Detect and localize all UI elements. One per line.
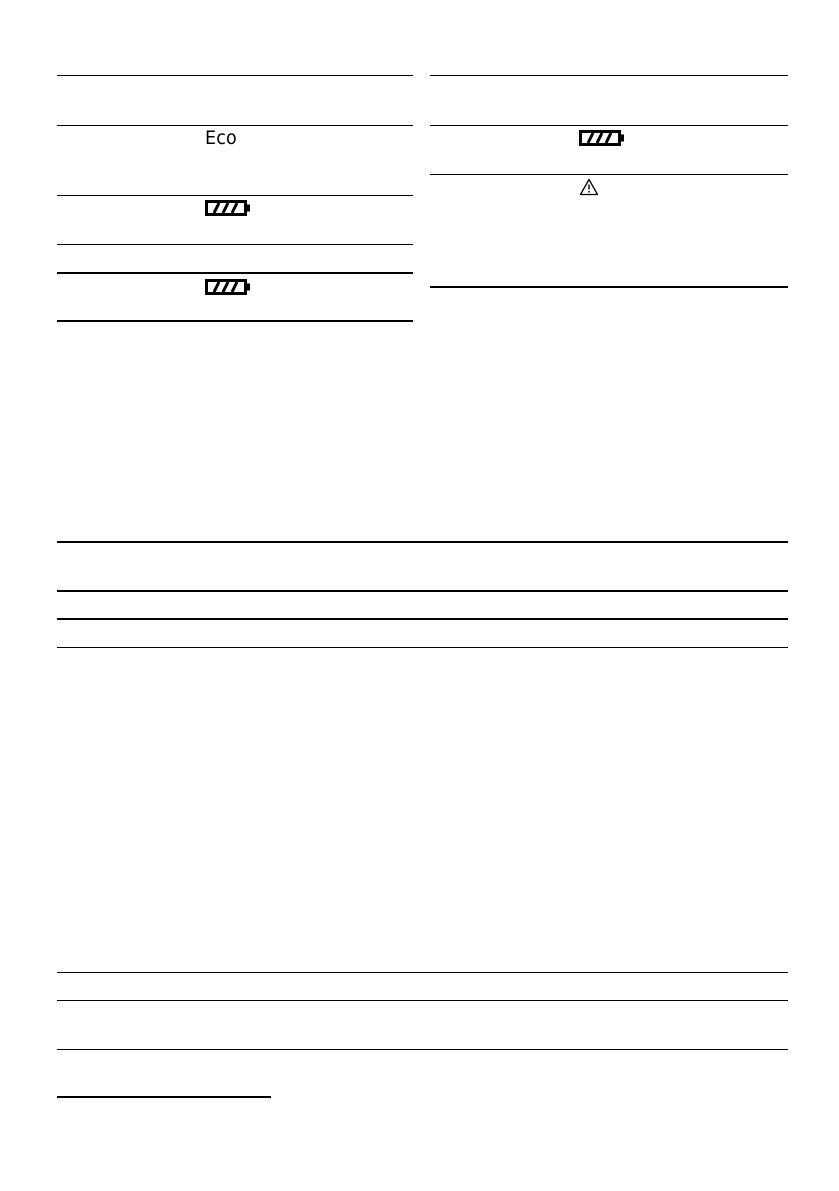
table-left-top-rule (57, 75, 413, 76)
table-bottom-top-rule (57, 972, 788, 973)
table-left-row-rule (57, 244, 413, 245)
table-middle-bottom-rule (57, 647, 788, 648)
table-left-row-rule (57, 125, 413, 126)
battery-full-icon (205, 200, 251, 216)
battery-full-icon (205, 279, 251, 295)
table-middle-row-rule (57, 618, 788, 620)
table-bottom-bottom-rule (57, 1049, 788, 1050)
table-right-row-rule (430, 174, 788, 175)
footnote-separator (57, 1096, 271, 1098)
battery-full-icon (579, 130, 625, 146)
table-left-bottom-rule (57, 320, 413, 322)
table-middle-top-rule (57, 541, 788, 543)
table-left-row-rule (57, 272, 413, 274)
table-left-row-rule (57, 195, 413, 196)
table-right-bottom-rule (430, 286, 788, 288)
table-middle-row-rule (57, 590, 788, 592)
table-bottom-row-rule (57, 1000, 788, 1001)
table-right-top-rule (430, 75, 788, 76)
eco-mode-label: Eco (205, 127, 237, 149)
warning-triangle-icon (579, 178, 599, 196)
table-right-row-rule (430, 125, 788, 126)
